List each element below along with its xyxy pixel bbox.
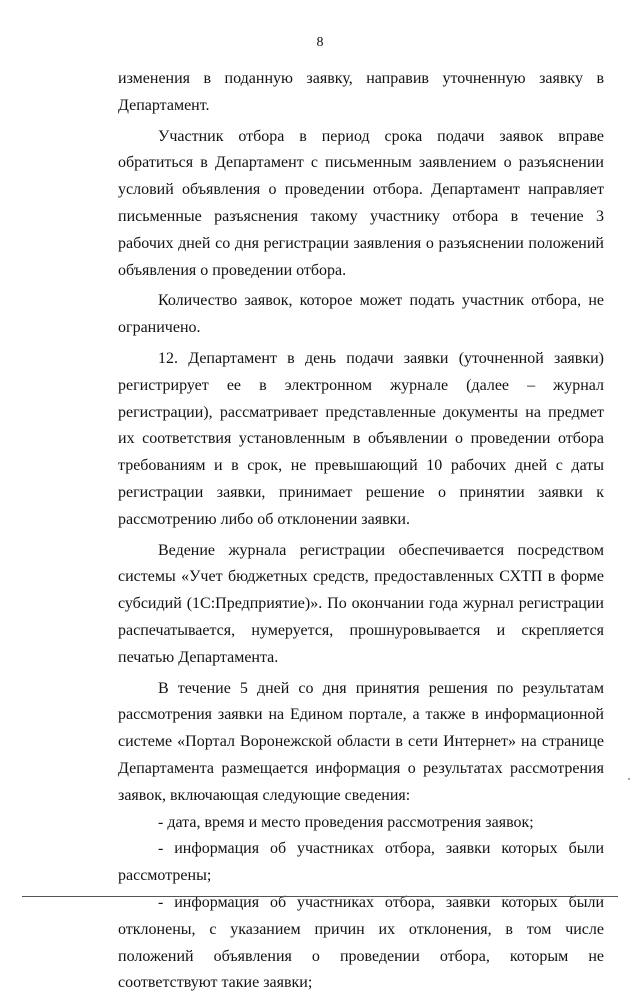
- page-bottom-edge: [22, 896, 618, 897]
- paragraph-results-publication: В течение 5 дней со дня принятия решения по результатам рассмотрения заявки на Едином портале, а также в информационной системе «Портал Воронежской области в сети Интернет» на странице Департамента размещается информация о результатах рассмотрения заявок, включающая следующие сведения:: [118, 679, 604, 804]
- paragraph-clarification-request: Участник отбора в период срока подачи заявок вправе обратиться в Департамент с письменным заявлением о разъяснении условий объявления о проведении отбора. Департамент направляет письменные разъяснения такому участнику отбора в течение 3 рабочих дней со дня регистрации заявления о разъяснении положений объявления о проведении отбора.: [118, 127, 604, 279]
- paragraph-continuation: изменения в поданную заявку, направив уточненную заявку в Департамент.: [118, 70, 604, 114]
- paragraph-application-count: Количество заявок, которое может подать участник отбора, не ограничено.: [118, 292, 604, 337]
- list-item-considered-participants: - информация об участниках отбора, заявки которых были рассмотрены;: [118, 840, 604, 885]
- paragraph-section-12: 12. Департамент в день подачи заявки (уточненной заявки) регистрирует ее в электронном журнале (далее – журнал регистрации), рассматривает представленные документы на предмет их соответствия установленным в объявлении о проведении отбора требованиям и в срок, не превышающий 10 рабочих дней с даты регистрации заявки, принимает решение о принятии заявки к рассмотрению либо об отклонении заявки.: [118, 349, 604, 528]
- page-number: 8: [316, 35, 324, 50]
- paragraph-registration-journal: Ведение журнала регистрации обеспечивается посредством системы «Учет бюджетных средств, предоставленных СХТП в форме субсидий (1С:Предприятие)». По окончании года журнал регистрации распечатывается, нумеруется, прошнуровывается и скрепляется печатью Департамента.: [118, 541, 604, 666]
- list-item-date-time-place: - дата, время и место проведения рассмотрения заявок;: [158, 813, 534, 831]
- document-body: [118, 66, 604, 997]
- scan-mark: [628, 778, 630, 780]
- list-item-rejected-participants: - информация об участниках отбора, заявки которых были отклонены, с указанием причин их отклонения, в том числе положений объявления о проведении отбора, которым не соответствуют такие заявки;: [118, 893, 604, 992]
